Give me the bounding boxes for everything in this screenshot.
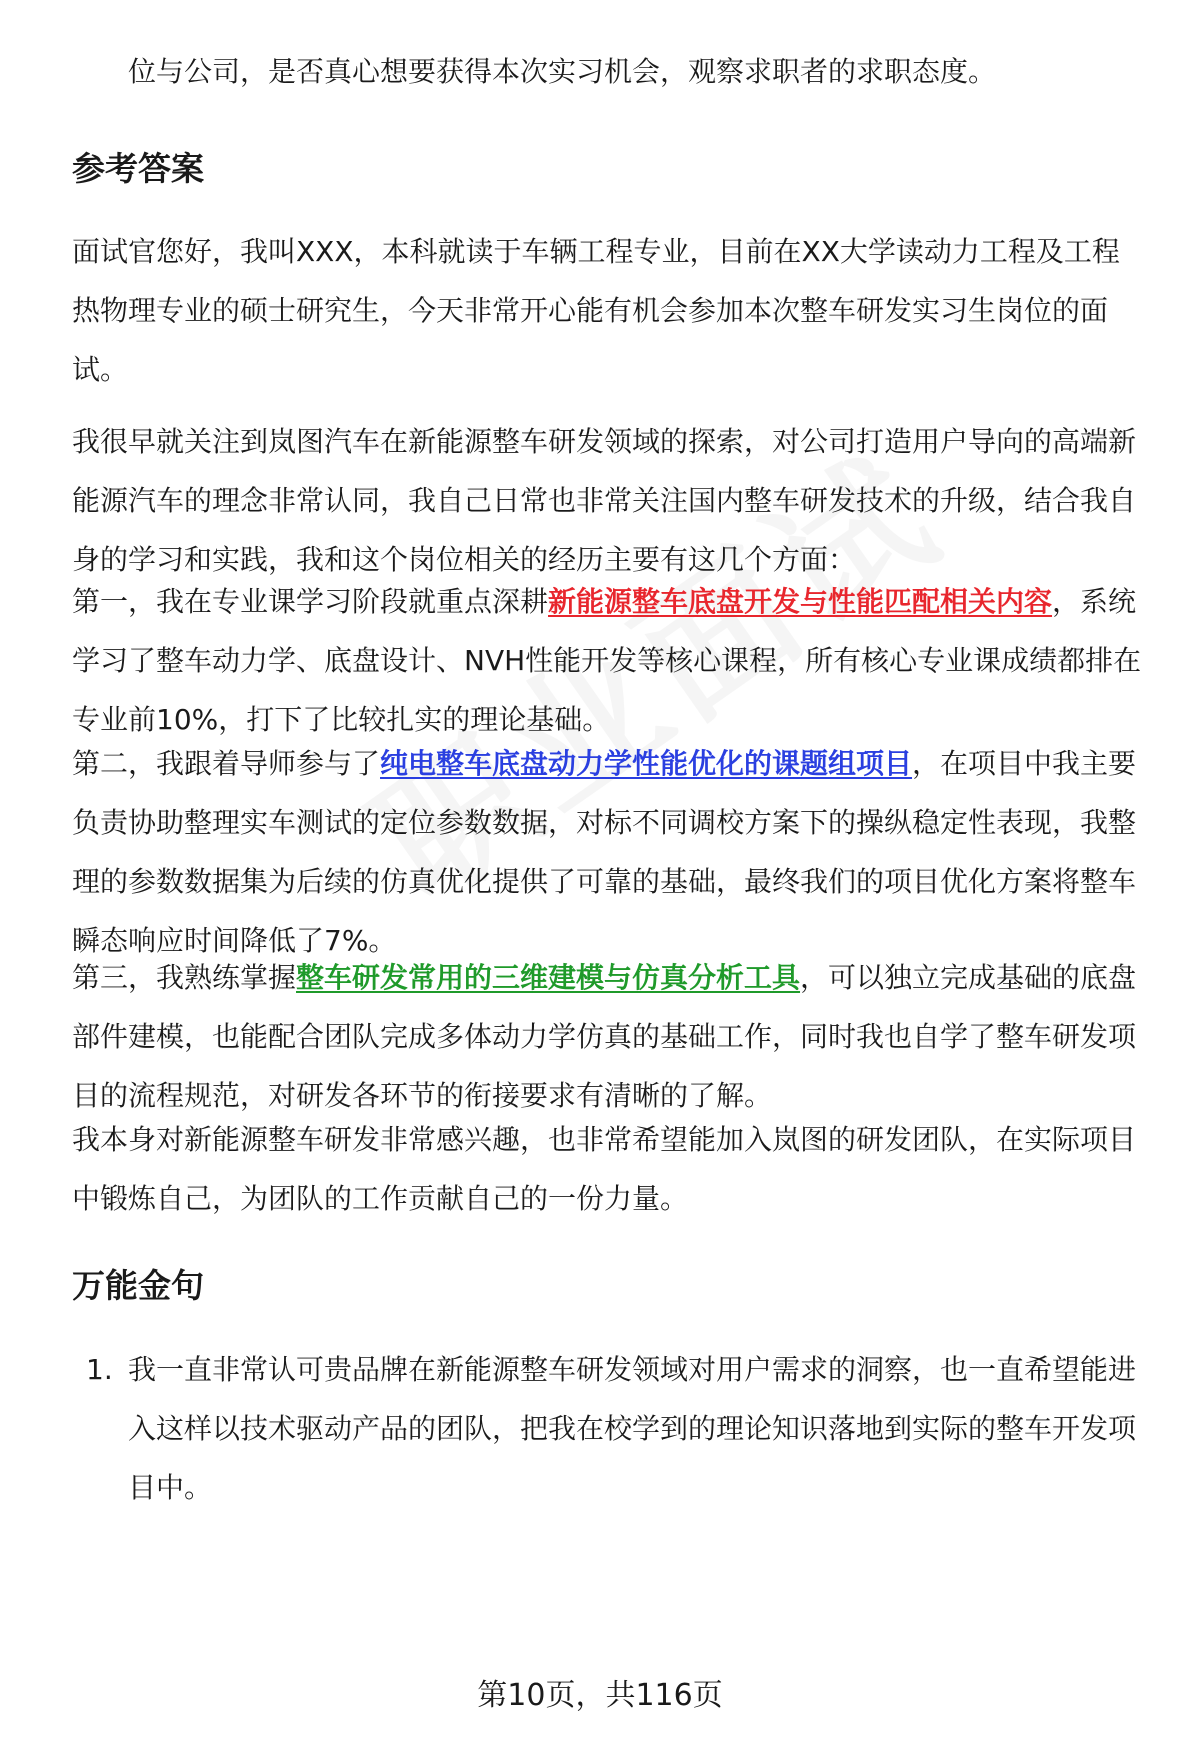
- point-3-lead: 第三，我熟练掌握: [72, 961, 297, 994]
- point-2-rest: ，在项目中我主要负责协助整理实车测试的定位参数数据，对标不同调校方案下的操纵稳定性表现，我整理的参数数据集为后续的仿真优化提供了可靠的基础，最终我们的项目优化方案将整车瞬态响应时间降低了7%。: [72, 747, 1137, 957]
- list-item: 我一直非常认可贵品牌在新能源整车研发领域对用户需求的洞察，也一直希望能进入这样以技术驱动产品的团队，把我在校学到的理论知识落地到实际的整车开发项目中。: [128, 1353, 1137, 1504]
- answer-paragraph-2: 我很早就关注到岚图汽车在新能源整车研发领域的探索，对公司打造用户导向的高端新能源汽车的理念非常认同，我自己日常也非常关注国内整车研发技术的升级，结合我自身的学习和实践，我和这个岗位相关的经历主要有这几个方面：: [72, 425, 1137, 576]
- answer-paragraph-3: [72, 572, 1142, 749]
- answer-paragraph-6: 我本身对新能源整车研发非常感兴趣，也非常希望能加入岚图的研发团队，在实际项目中锻炼自己，为团队的工作贡献自己的一份力量。: [72, 1123, 1137, 1215]
- point-1-lead: 第一，我在专业课学习阶段就重点深耕: [72, 585, 549, 618]
- answer-paragraph-5: [72, 948, 1142, 1125]
- point-3-rest: ，可以独立完成基础的底盘部件建模，也能配合团队完成多体动力学仿真的基础工作，同时我也自学了整车研发项目的流程规范，对研发各环节的衔接要求有清晰的了解。: [72, 961, 1137, 1112]
- highlight-blue: 纯电整车底盘动力学性能优化的课题组项目: [380, 747, 913, 780]
- point-2-lead: 第二，我跟着导师参与了: [72, 747, 381, 780]
- highlight-green: 整车研发常用的三维建模与仿真分析工具: [296, 961, 801, 994]
- intro-tail-paragraph: 位与公司，是否真心想要获得本次实习机会，观察求职者的求职态度。: [128, 55, 997, 88]
- section-title-answer: 参考答案: [72, 149, 204, 188]
- page-footer: 第10页，共116页: [477, 1678, 723, 1713]
- list-item-number: 1.: [86, 1353, 113, 1386]
- section-title-phrases: 万能金句: [72, 1266, 204, 1305]
- answer-paragraph-1: 面试官您好，我叫XXX，本科就读于车辆工程专业，目前在XX大学读动力工程及工程热物理专业的硕士研究生，今天非常开心能有机会参加本次整车研发实习生岗位的面试。: [72, 235, 1120, 386]
- answer-paragraph-4: [72, 734, 1142, 970]
- highlight-red: 新能源整车底盘开发与性能匹配相关内容: [548, 585, 1053, 618]
- point-1-rest: ，系统学习了整车动力学、底盘设计、NVH性能开发等核心课程，所有核心专业课成绩都排在专业前10%，打下了比较扎实的理论基础。: [72, 585, 1142, 736]
